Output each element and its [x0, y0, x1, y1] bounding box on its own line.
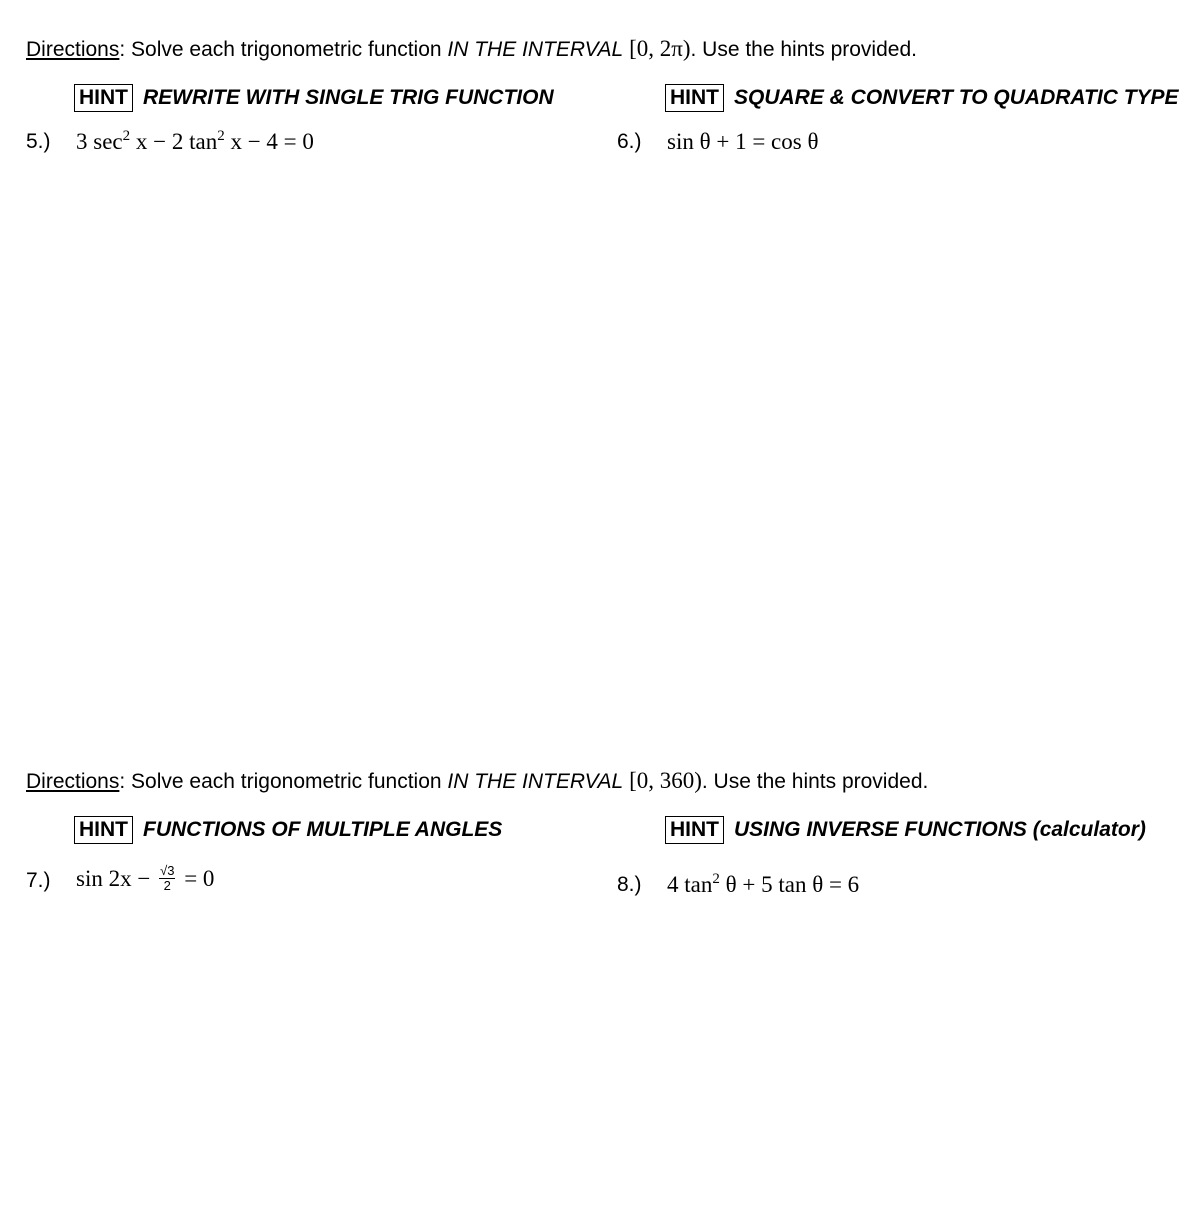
interval-value: [0, 360) — [629, 768, 702, 793]
problem-6 — [617, 129, 818, 155]
problem-5 — [26, 129, 314, 155]
problem-number: 6.) — [617, 130, 642, 153]
hint-tag: HINT — [74, 84, 133, 112]
directions-label: Directions — [26, 38, 120, 61]
hint-tag: HINT — [665, 816, 724, 844]
hint-text: SQUARE & CONVERT TO QUADRATIC TYPE — [734, 86, 1179, 109]
hint-text: REWRITE WITH SINGLE TRIG FUNCTION — [143, 86, 554, 109]
hint-5 — [74, 84, 554, 112]
directions-colon: : — [119, 38, 126, 61]
problem-7 — [26, 863, 215, 895]
hint-6 — [665, 84, 1179, 112]
directions-1 — [26, 36, 917, 63]
problem-equation: 4 $\tan^2 \theta + 5$ tan θ = 6 — [667, 871, 860, 897]
directions-2 — [26, 768, 928, 795]
problem-number: 7.) — [26, 868, 51, 892]
interval-value: [0, 2π) — [629, 36, 691, 61]
problem-8 — [617, 872, 859, 898]
hint-tag: HINT — [665, 84, 724, 112]
directions-end: . Use the hints provided. — [701, 770, 929, 793]
fraction: $\frac{√3}{2}$ — [160, 863, 175, 894]
problem-number: 5.) — [26, 130, 51, 153]
problem-equation: sin θ + 1 = cos θ — [667, 129, 819, 154]
problem-equation: 3 $\sec^2 x - 2$ $\tan^2 x - 4 = 0$ — [76, 128, 314, 154]
directions-text: Solve each trigonometric function — [125, 770, 448, 793]
directions-colon: : — [119, 770, 126, 793]
interval-phrase: IN THE INTERVAL — [447, 38, 624, 61]
problem-number: 8.) — [617, 873, 642, 896]
problem-equation: sin 2x − $\frac{√3}{2}$ = 0 — [76, 863, 215, 894]
directions-end: . Use the hints provided. — [690, 38, 917, 61]
hint-tag: HINT — [74, 816, 133, 844]
directions-label: Directions — [26, 770, 120, 793]
hint-text: FUNCTIONS OF MULTIPLE ANGLES — [143, 818, 503, 841]
interval-phrase: IN THE INTERVAL — [447, 770, 624, 793]
hint-8 — [665, 816, 1146, 844]
hint-7 — [74, 816, 502, 844]
hint-text: USING INVERSE FUNCTIONS (calculator) — [734, 818, 1146, 841]
directions-text: Solve each trigonometric function — [125, 38, 448, 61]
